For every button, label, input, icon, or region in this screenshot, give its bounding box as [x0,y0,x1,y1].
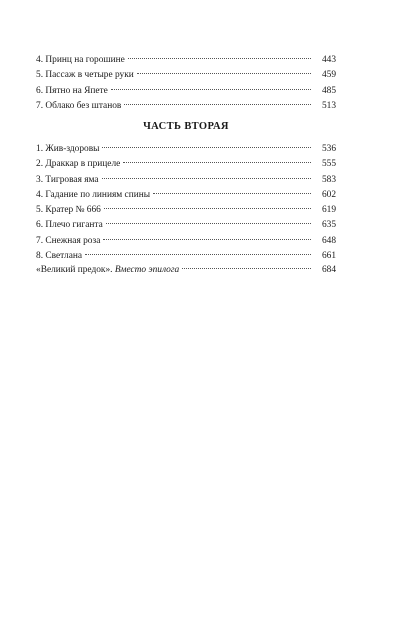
toc-entry-title: 7. Облако без штанов [36,100,122,111]
toc-epilogue [36,263,336,278]
toc-part-two-list [36,142,336,264]
toc-entry-title: 5. Пассаж в четыре руки [36,70,134,81]
toc-dot-leader [124,104,311,105]
toc-entry-page: 583 [321,174,336,185]
toc-entry-page: 635 [321,220,336,231]
toc-entry-epilogue [36,263,336,278]
toc-entry-page: 684 [321,265,336,275]
toc-entry [36,53,336,68]
toc-entry [36,157,336,172]
toc-dot-leader [102,147,311,148]
toc-dot-leader [111,89,311,90]
toc-entry-page: 602 [321,189,336,200]
toc-entry-title: 6. Пятно на Япете [36,85,108,96]
epilogue-title: «Великий предок». [36,265,113,275]
toc-entry [36,188,336,203]
toc-entry-page: 555 [321,159,336,170]
toc-dot-leader [123,162,311,163]
toc-entry-page: 513 [321,100,336,111]
toc-entry-page: 648 [321,235,336,246]
toc-entry-title: 4. Принц на горошине [36,55,125,65]
toc-entry [36,142,336,157]
toc-entry-page: 619 [321,205,336,216]
toc-entry-title [36,263,179,278]
toc-entry-title: 2. Драккар в прицеле [36,159,121,170]
toc-dot-leader [106,223,311,224]
toc-dot-leader [182,268,311,269]
toc-dot-leader [128,58,311,59]
toc-entry-page: 661 [321,251,336,262]
toc-dot-leader [102,178,311,179]
toc-dot-leader [103,239,311,240]
toc-entry-title: 3. Тигровая яма [36,174,99,185]
epilogue-subtitle: Вместо эпилога [114,265,180,275]
toc-entry [36,99,336,114]
toc-entry [36,84,336,99]
toc-entry [36,68,336,83]
toc-dot-leader [85,254,311,255]
toc-entry-title: 4. Гадание по линиям спины [36,189,151,200]
toc-entry [36,173,336,188]
toc-entry-title: 5. Кратер № 666 [36,205,101,216]
toc-entry-page: 443 [321,55,336,65]
toc-entry [36,234,336,249]
toc-dot-leader [137,73,311,74]
toc-entry-title: 7. Снежная роза [36,235,101,246]
toc-entry-title: 6. Плечо гиганта [36,220,103,231]
toc-entry-title: 8. Светлана [36,251,83,262]
toc-entry-title: 1. Жив-здоровы [36,144,100,154]
toc-entry-page: 459 [321,70,336,81]
toc-entry [36,218,336,233]
toc-entry-page: 536 [321,144,336,154]
toc-entry [36,203,336,218]
toc-dot-leader [153,193,311,194]
toc-part-one-list [36,53,336,114]
toc-dot-leader [104,208,311,209]
part-two-heading: ЧАСТЬ ВТОРАЯ [143,121,229,132]
toc-entry-page: 485 [321,85,336,96]
